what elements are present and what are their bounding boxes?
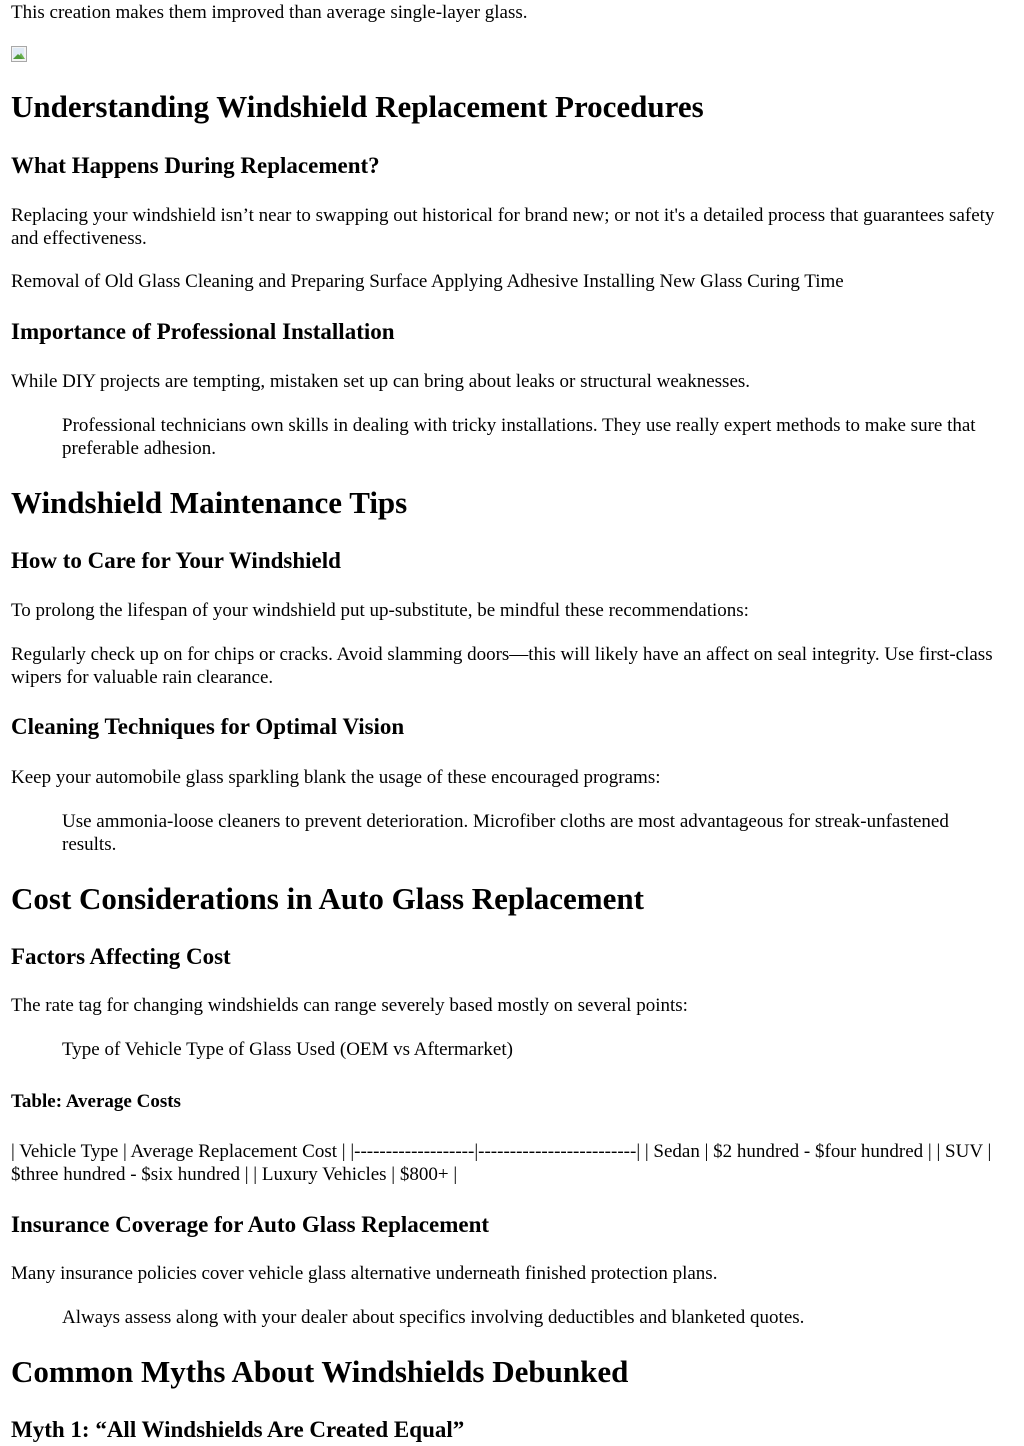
intro-paragraph: This creation makes them improved than average single-layer glass. [11,2,528,23]
paragraph-rate-tag: The rate tag for changing windshields can range severely based mostly on several points: [11,995,688,1016]
subheading-care: How to Care for Your Windshield [11,548,341,573]
paragraph-cleaning: Keep your automobile glass sparkling blank the usage of these encouraged programs: [11,767,661,788]
section-heading-cost: Cost Considerations in Auto Glass Replacement [11,881,644,916]
table-heading-average-costs: Table: Average Costs [11,1091,181,1112]
subheading-cleaning-techniques: Cleaning Techniques for Optimal Vision [11,714,405,739]
paragraph-prolong-lifespan: To prolong the lifespan of your windshield put up-substitute, be mindful these recommendations: [11,600,749,621]
quote-cost-factors: Type of Vehicle Type of Glass Used (OEM vs Aftermarket) [62,1039,513,1060]
quote-professional-technicians: Professional technicians own skills in dealing with tricky installations. They use really expert methods to make sure that preferable adhesion. [62,415,976,459]
section-heading-replacement: Understanding Windshield Replacement Procedures [11,89,704,124]
broken-image-icon [11,46,31,66]
subheading-cost-factors: Factors Affecting Cost [11,944,231,969]
quote-insurance: Always assess along with your dealer about specifics involving deductibles and blanketed quotes. [62,1307,805,1328]
replacement-steps: Removal of Old Glass Cleaning and Preparing Surface Applying Adhesive Installing New Glass Curing Time [11,271,844,292]
paragraph-insurance: Many insurance policies cover vehicle glass alternative underneath finished protection plans. [11,1263,718,1284]
quote-cleaning-tips: Use ammonia-loose cleaners to prevent deterioration. Microfiber cloths are most advantageous for streak-unfastened results. [62,811,949,855]
section-heading-maintenance: Windshield Maintenance Tips [11,485,408,520]
subheading-myth-1: Myth 1: “All Windshields Are Created Equal” [11,1417,465,1442]
paragraph-diy-warning: While DIY projects are tempting, mistaken set up can bring about leaks or structural weaknesses. [11,371,751,392]
subheading-insurance: Insurance Coverage for Auto Glass Replacement [11,1212,490,1237]
section-heading-myths: Common Myths About Windshields Debunked [11,1354,629,1389]
table-average-costs: | Vehicle Type | Average Replacement Cost | |-------------------|-------------------------| | Sedan | $2 hundred - $four hundred | | SUV | $three hundred - $six hundred | | Luxury Vehicles | $800+ | [11,1141,992,1185]
care-tips: Regularly check up on for chips or cracks. Avoid slamming doors—this will likely have an affect on seal integrity. Use first-class wipers for valuable rain clearance. [11,644,993,688]
subheading-professional-installation: Importance of Professional Installation [11,319,395,344]
paragraph-replacement-process: Replacing your windshield isn’t near to swapping out historical for brand new; or not it's a detailed process that guarantees safety and effectiveness. [11,205,995,249]
subheading-what-happens: What Happens During Replacement? [11,153,380,178]
